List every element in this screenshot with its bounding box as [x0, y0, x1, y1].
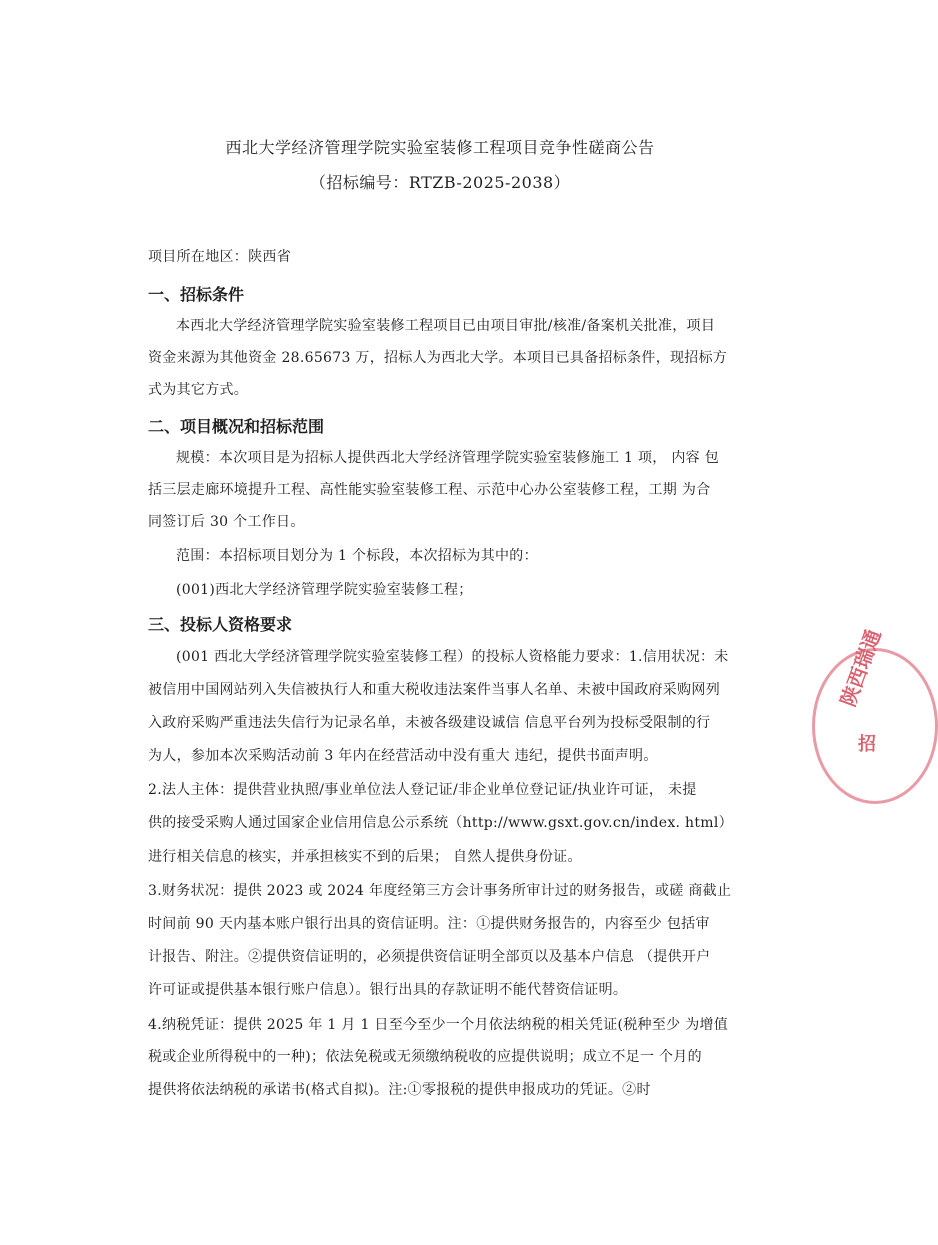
paragraph-line: 同签订后 30 个工作日。 [148, 514, 305, 530]
paragraph-line: 被信用中国网站列入失信被执行人和重大税收违法案件当事人名单、未被中国政府采购网列 [148, 682, 720, 698]
paragraph-line: 供的接受采购人通过国家企业信用信息公示系统（http://www.gsxt.gov.cn/index. html） [148, 815, 733, 831]
company-seal-text-2: 招 [858, 734, 876, 755]
section-heading-1: 一、招标条件 [148, 285, 245, 304]
paragraph-line: (001)西北大学经济管理学院实验室装修工程； [176, 582, 473, 598]
paragraph-line: 括三层走廊环境提升工程、高性能实验室装修工程、示范中心办公室装修工程，工期 为合 [148, 482, 711, 498]
section-heading-3: 三、投标人资格要求 [148, 615, 293, 634]
paragraph-line: 许可证或提供基本银行账户信息）。银行出具的存款证明不能代替资信证明。 [148, 982, 628, 998]
company-seal-text: 陕西瑞通 [835, 626, 886, 710]
paragraph-line: 资金来源为其他资金 28.65673 万，招标人为西北大学。本项目已具备招标条件，现招标方 [148, 350, 728, 366]
paragraph-line: 税或企业所得税中的一种)；依法免税或无须缴纳税收的应提供说明；成立不足一 个月的 [148, 1049, 702, 1065]
section-heading-2: 二、项目概况和招标范围 [148, 417, 325, 436]
paragraph-line: 计报告、附注。②提供资信证明的，必须提供资信证明全部页以及基本户信息 （提供开户 [148, 949, 711, 965]
paragraph-line: 范围：本招标项目划分为 1 个标段，本次招标为其中的： [176, 548, 538, 564]
paragraph-line: 入政府采购严重违法失信行为记录名单，未被各级建设诚信 信息平台列为投标受限制的行 [148, 715, 711, 731]
document-subtitle: （招标编号：RTZB-2025-2038） [309, 173, 571, 192]
paragraph-line: 本西北大学经济管理学院实验室装修工程项目已由项目审批/核准/备案机关批准，项目 [176, 318, 716, 334]
document-title: 西北大学经济管理学院实验室装修工程项目竞争性磋商公告 [225, 138, 655, 157]
project-location: 项目所在地区：陕西省 [148, 249, 291, 265]
paragraph-line: 4.纳税凭证：提供 2025 年 1 月 1 日至今至少一个月依法纳税的相关凭证(税种至少 为增值 [148, 1017, 729, 1033]
paragraph-line: 时间前 90 天内基本账户银行出具的资信证明。注：①提供财务报告的，内容至少 包括审 [148, 916, 710, 932]
paragraph-line: 式为其它方式。 [148, 382, 249, 398]
paragraph-line: 为人，参加本次采购活动前 3 年内在经营活动中没有重大 违纪，提供书面声明。 [148, 748, 658, 764]
paragraph-line: 规模：本次项目是为招标人提供西北大学经济管理学院实验室装修施工 1 项， 内容 包 [176, 450, 720, 466]
company-seal [812, 648, 938, 804]
paragraph-line: 提供将依法纳税的承诺书(格式自拟)。注:①零报税的提供申报成功的凭证。②时 [148, 1082, 651, 1098]
paragraph-line: 2.法人主体：提供营业执照/事业单位法人登记证/非企业单位登记证/执业许可证， 未提 [148, 782, 697, 798]
paragraph-line: 3.财务状况：提供 2023 或 2024 年度经第三方会计事务所审计过的财务报告，或磋 商截止 [148, 883, 732, 899]
paragraph-line: 进行相关信息的核实，并承担核实不到的后果； 自然人提供身份证。 [148, 849, 582, 865]
paragraph-line: (001 西北大学经济管理学院实验室装修工程）的投标人资格能力要求：1.信用状况：未 [176, 649, 729, 665]
